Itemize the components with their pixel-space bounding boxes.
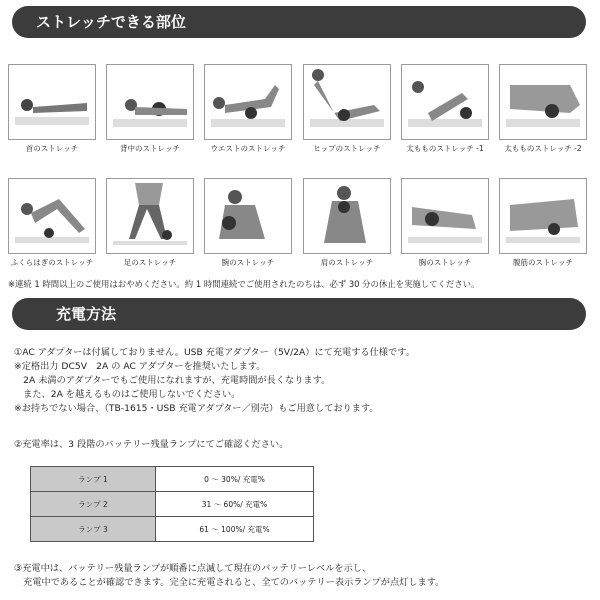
stretch-label: 腹筋のストレッチ <box>513 258 573 267</box>
stretch-label: ウエストのストレッチ <box>210 144 286 153</box>
stretch-label: 腕のストレッチ <box>221 258 275 267</box>
stretch-label: 首のストレッチ <box>25 144 79 153</box>
table-row <box>31 467 314 492</box>
arm-stretch-figure <box>204 178 292 254</box>
charging-status-note <box>14 562 444 590</box>
stretch-label: ふくらはぎのストレッチ <box>10 258 94 267</box>
charging-line: 充電中であることが確認できます。完全に充電されると、全てのバッテリー表示ランプが点灯します。 <box>14 577 445 588</box>
section-title: ストレッチできる部位 <box>36 13 186 31</box>
battery-lamp-table <box>30 466 314 542</box>
stretch-item <box>106 64 200 154</box>
battery-check-line: ②充電率は、3 段階のバッテリー残量ランプにてご確認ください。 <box>14 439 289 450</box>
stretch-label: 太もものストレッチ -1 <box>406 144 484 153</box>
stretch-label: ヒップのストレッチ <box>313 144 381 153</box>
section-title: 充電方法 <box>56 305 117 323</box>
stretch-label: 肩のストレッチ <box>320 258 374 267</box>
stretch-item <box>106 178 200 268</box>
foot-stretch-figure <box>106 178 194 254</box>
stretch-item <box>8 64 102 154</box>
stretch-label: 太もものストレッチ -2 <box>504 144 582 153</box>
stretch-item <box>401 178 495 268</box>
neck-stretch-figure <box>8 64 96 140</box>
abs-stretch-figure <box>499 178 587 254</box>
charging-line: ※お持ちでない場合、（TB-1615・USB 充電アダプター／別売）もご用意しております。 <box>14 403 379 414</box>
charging-line: また、2A を越えるものはご使用しないでください。 <box>14 389 241 400</box>
charging-line: 2A 未満のアダプターでもご使用になれますが、充電時間が長くなります。 <box>14 375 331 386</box>
lamp-value: 0 ～ 30%/ 充電% <box>156 467 314 492</box>
charging-instructions <box>14 346 415 416</box>
stretch-item <box>204 64 298 154</box>
lamp-label: ランプ 1 <box>31 467 156 492</box>
lamp-label: ランプ 3 <box>31 517 156 542</box>
lamp-value: 31 ～ 60%/ 充電% <box>156 492 314 517</box>
waist-stretch-figure <box>204 64 292 140</box>
section-header-charging <box>12 298 586 330</box>
hip-stretch-figure <box>303 64 391 140</box>
stretch-item <box>401 64 495 154</box>
stretch-label: 胸のストレッチ <box>418 258 472 267</box>
chest-stretch-figure <box>401 178 489 254</box>
section-header-stretch <box>12 6 586 38</box>
back-stretch-figure <box>106 64 194 140</box>
stretch-item <box>204 178 298 268</box>
table-row <box>31 517 314 542</box>
shoulder-stretch-figure <box>303 178 391 254</box>
stretch-item <box>499 178 593 268</box>
stretch-label: 背中のストレッチ <box>120 144 180 153</box>
charging-line: ①AC アダプターは付属しておりません。USB 充電アダプター（5V/2A）にて充電する仕様です。 <box>14 347 415 358</box>
thigh-stretch-2-figure <box>499 64 587 140</box>
stretch-item <box>8 178 102 268</box>
usage-note: ※連続 1 時間以上のご使用はおやめください。約 1 時間連続でご使用されたのちは、必ず 30 分の休止を実施してください。 <box>8 279 480 289</box>
calf-stretch-figure <box>8 178 96 254</box>
stretch-item <box>303 64 397 154</box>
stretch-item <box>499 64 593 154</box>
charging-line: ③充電中は、バッテリー残量ランプが順番に点滅して現在のバッテリーレベルを示し、 <box>14 563 372 574</box>
stretch-item <box>303 178 397 268</box>
table-row <box>31 492 314 517</box>
lamp-value: 61 ～ 100%/ 充電% <box>156 517 314 542</box>
thigh-stretch-1-figure <box>401 64 489 140</box>
charging-line: ※定格出力 DC5V 2A の AC アダプターを推奨いたします。 <box>14 361 266 372</box>
lamp-label: ランプ 2 <box>31 492 156 517</box>
stretch-label: 足のストレッチ <box>123 258 177 267</box>
